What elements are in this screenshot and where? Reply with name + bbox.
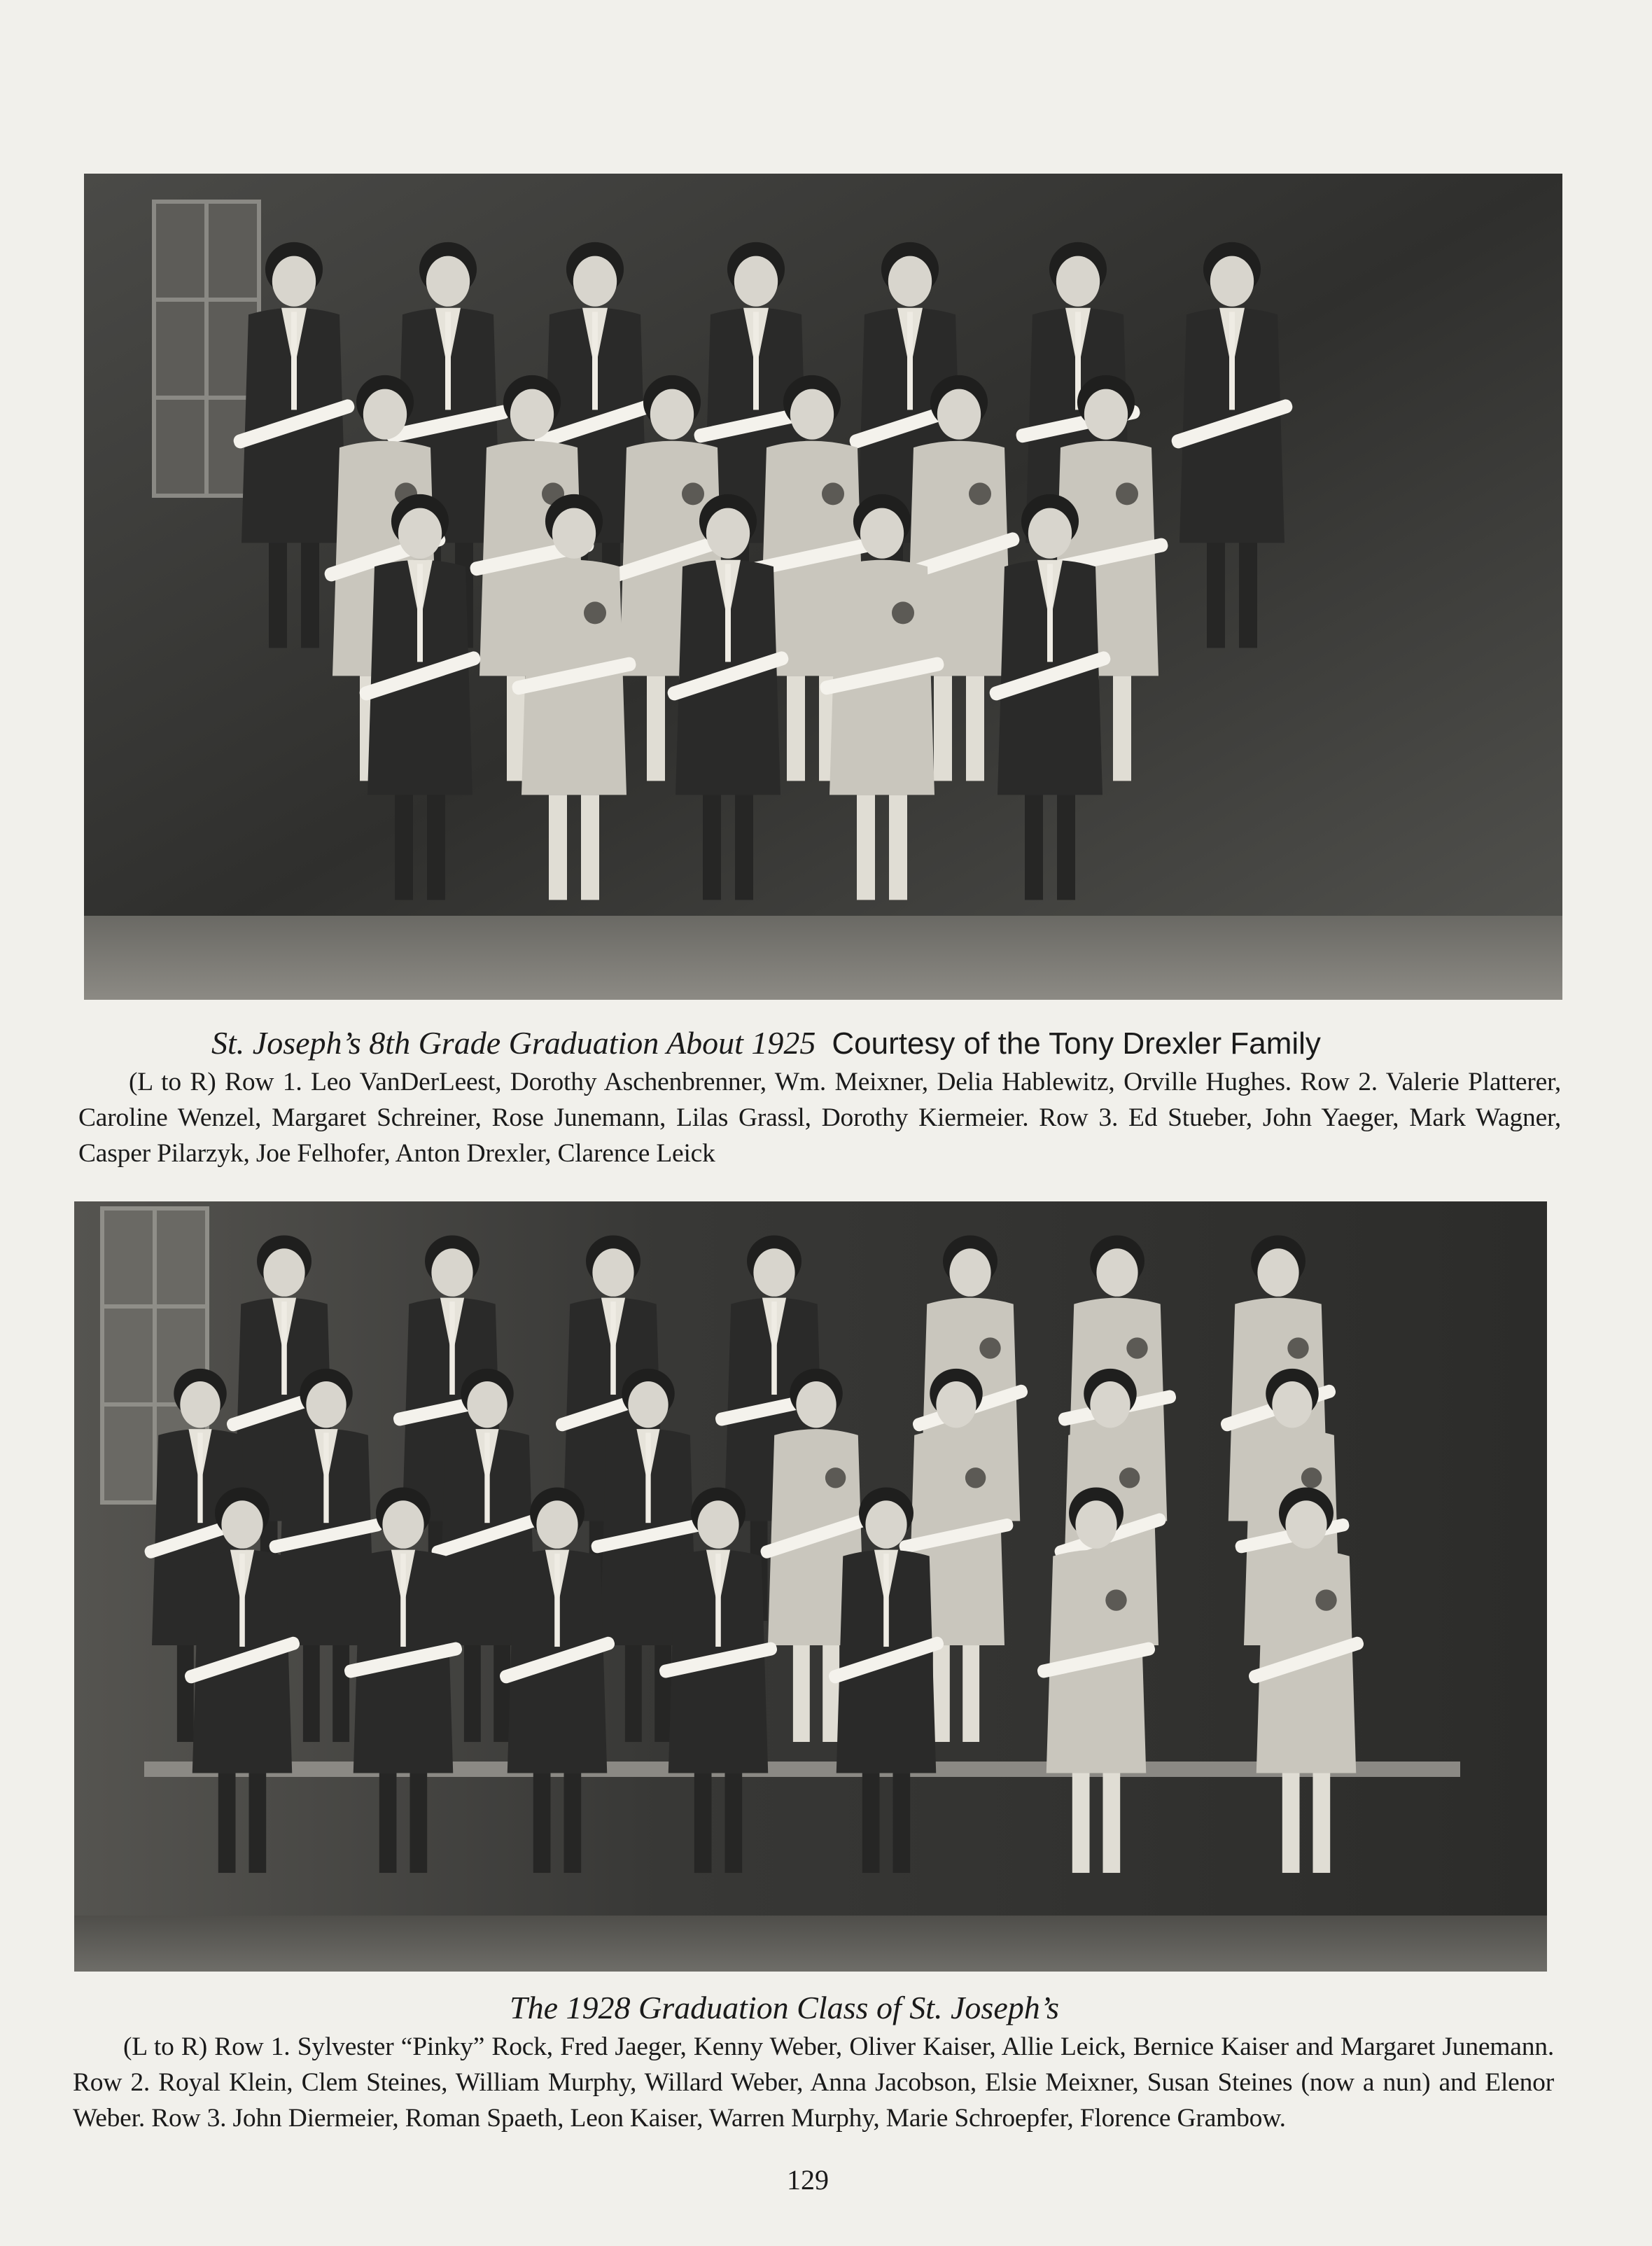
photo-1925-caption-title <box>211 1024 1321 1063</box>
photo-1928-image <box>74 1201 1547 1972</box>
photo-1928-title: The 1928 Graduation Class of St. Joseph’s <box>510 1990 1060 2025</box>
photo-1925-title: St. Joseph’s 8th Grade Graduation About 1925 <box>211 1025 816 1061</box>
page-number: 129 <box>787 2164 829 2196</box>
graduation-photo-1925 <box>84 174 1562 1000</box>
photo-1925-credit: Courtesy of the Tony Drexler Family <box>832 1026 1321 1061</box>
photo-1925-image <box>84 174 1562 1000</box>
photo-1925-names: (L to R) Row 1. Leo VanDerLeest, Dorothy Aschenbrenner, Wm. Meixner, Delia Hablewitz, Orville Hughes. Row 2. Valerie Platterer, Caroline Wenzel, Margaret Schreiner, Rose Junemann, Lilas Grassl, Dorothy Kiermeier. Row 3. Ed Stueber, John Yaeger, Mark Wagner, Casper Pilarzyk, Joe Felhofer, Anton Drexler, Clarence Leick <box>78 1068 1561 1168</box>
photo-1928-caption-title <box>510 1988 1059 2028</box>
graduation-photo-1928 <box>74 1201 1547 1972</box>
photo-1928-names: (L to R) Row 1. Sylvester “Pinky” Rock, Fred Jaeger, Kenny Weber, Oliver Kaiser, Allie Leick, Bernice Kaiser and Margaret Junemann. Row 2. Royal Klein, Clem Steines, William Murphy, Willard Weber, Anna Jacobson, Elsie Meixner, Susan Steines (now a nun) and Elenor Weber. Row 3. John Diermeier, Roman Spaeth, Leon Kaiser, Warren Murphy, Marie Schroepfer, Florence Grambow. <box>73 2032 1554 2133</box>
